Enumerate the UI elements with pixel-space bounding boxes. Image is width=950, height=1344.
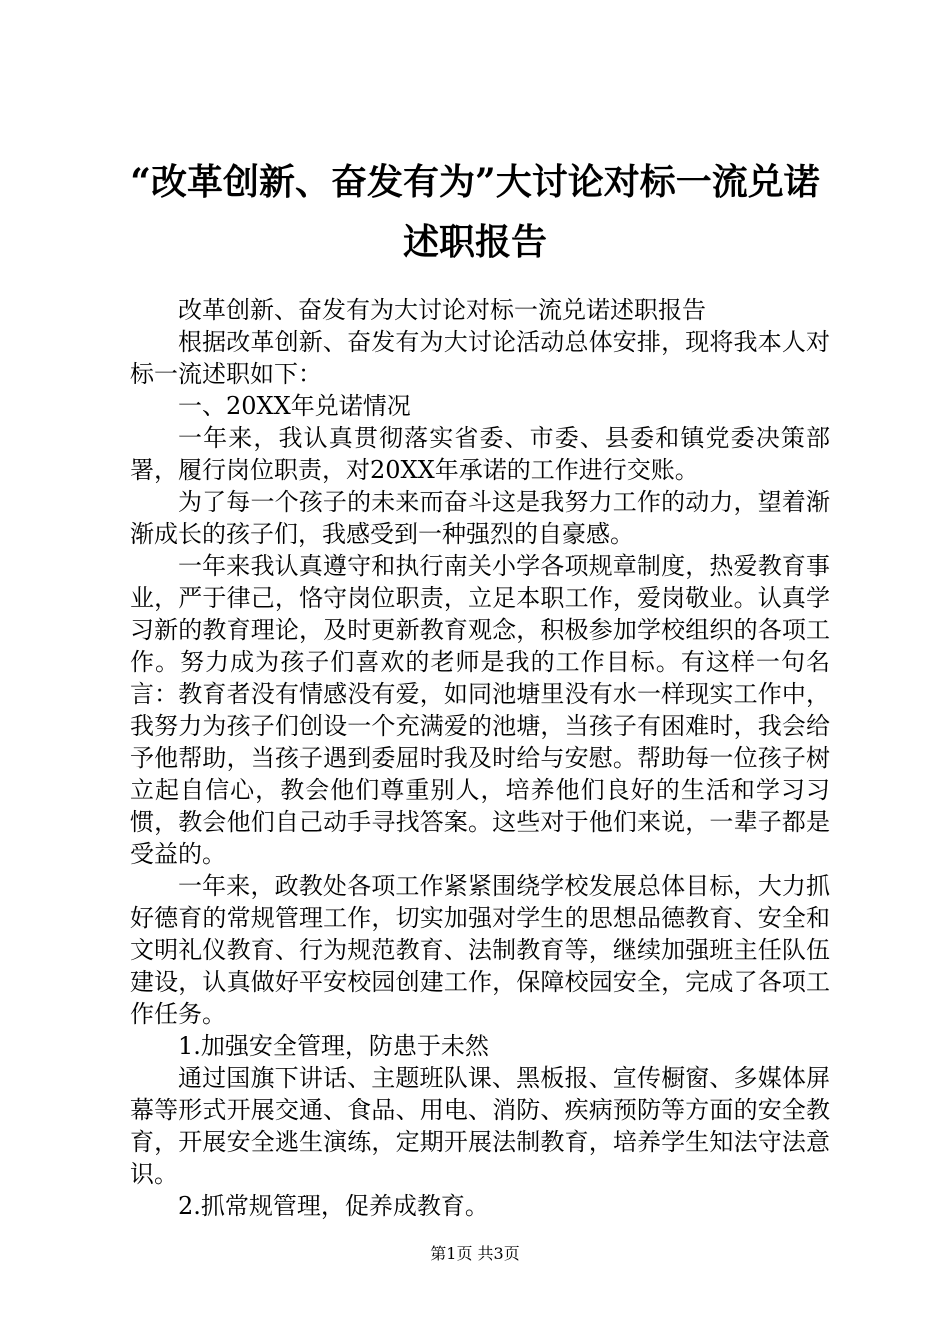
paragraph: 一年来我认真遵守和执行南关小学各项规章制度，热爱教育事业，严于律己，恪守岗位职责，立足本职工作，爱岗敬业。认真学习新的教育理论，及时更新教育观念，积极参加学校组织的各项工作。努力成为孩子们喜欢的老师是我的工作目标。有这样一句名言：教育者没有情感没有爱，如同池塘里没有水一样现实工作中，我努力为孩子们创设一个充满爱的池塘，当孩子有困难时，我会给予他帮助，当孩子遇到委屈时我及时给与安慰。帮助每一位孩子树立起自信心，教会他们尊重别人，培养他们良好的生活和学习习惯，教会他们自己动手寻找答案。这些对于他们来说，一辈子都是受益的。 [130,552,830,868]
document-body [130,294,830,1222]
document-title-line-2: 述职报告 [402,221,547,263]
subsection-heading: 1.加强安全管理，防患于未然 [178,1032,489,1060]
paragraph: 一年来，政教处各项工作紧紧围绕学校发展总体目标，大力抓好德育的常规管理工作，切实加强对学生的思想品德教育、安全和文明礼仪教育、行为规范教育、法制教育等，继续加强班主任队伍建设，认真做好平安校园创建工作，保障校园安全，完成了各项工作任务。 [130,872,830,1028]
paragraph-intro: 根据改革创新、奋发有为大讨论活动总体安排，现将我本人对标一流述职如下： [130,328,830,388]
paragraph: 通过国旗下讲话、主题班队课、黑板报、宣传橱窗、多媒体屏幕等形式开展交通、食品、用电、消防、疾病预防等方面的安全教育，开展安全逃生演练，定期开展法制教育，培养学生知法守法意识。 [130,1064,830,1188]
subsection-heading: 2.抓常规管理，促养成教育。 [178,1192,489,1220]
paragraph-subtitle: 改革创新、奋发有为大讨论对标一流兑诺述职报告 [178,296,706,324]
paragraph: 为了每一个孩子的未来而奋斗这是我努力工作的动力，望着渐渐成长的孩子们，我感受到一种强烈的自豪感。 [130,488,830,548]
document-title-line-1: “改革创新、奋发有为”大讨论对标一流兑诺 [130,161,820,203]
section-heading: 一、20XX年兑诺情况 [178,392,411,420]
paragraph: 一年来，我认真贯彻落实省委、市委、县委和镇党委决策部署，履行岗位职责，对20XX年承诺的工作进行交账。 [130,424,830,484]
page-number-footer: 第1页 共3页 [430,1244,520,1263]
